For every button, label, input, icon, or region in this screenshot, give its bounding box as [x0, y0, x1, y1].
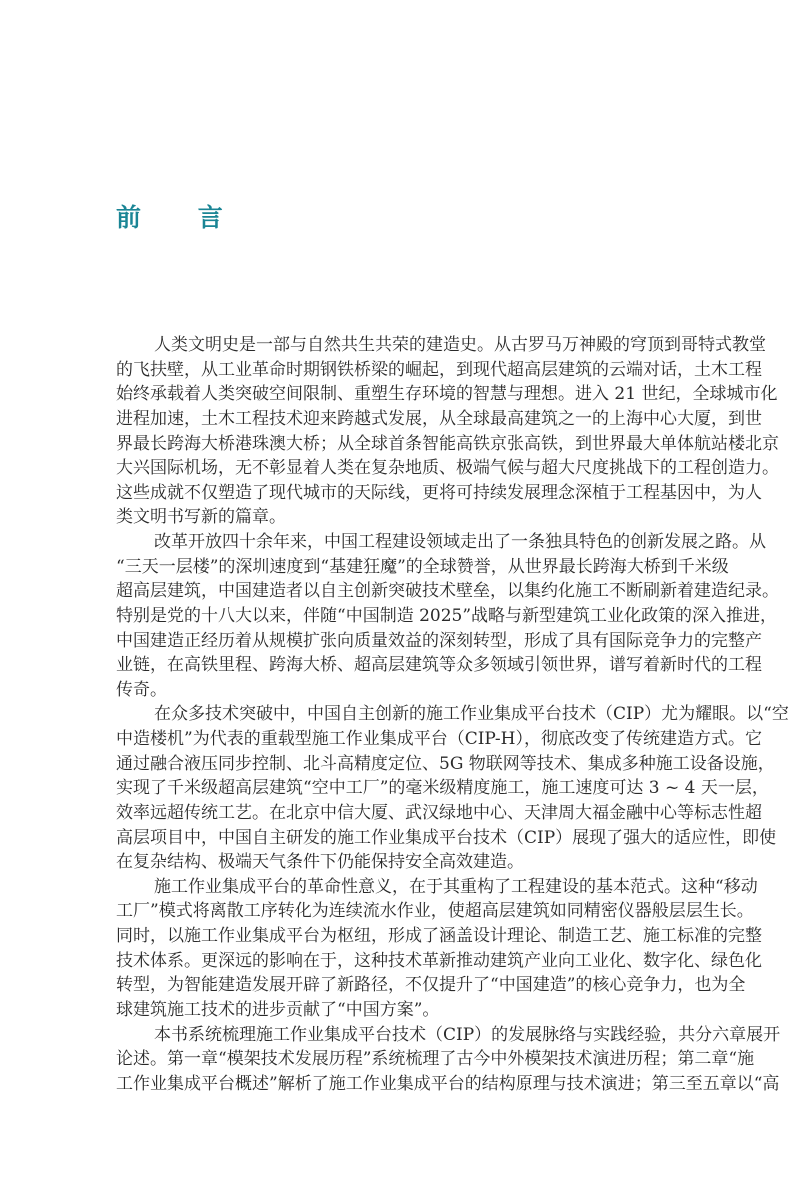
text-line: 传奇。 [116, 679, 167, 700]
text-line: 通过融合液压同步控制、北斗高精度定位、5G 物联网等技术、集成多种施工设备设施， [116, 753, 775, 774]
text-line: 转型，为智能建造发展开辟了新路径，不仅提升了“中国建造”的核心竞争力，也为全 [116, 975, 746, 996]
text-line: 同时，以施工作业集成平台为枢纽，形成了涵盖设计理论、制造工艺、施工标准的完整 [116, 926, 762, 946]
preface-body [116, 333, 789, 1096]
text-line: 业链，在高铁里程、跨海大桥、超高层建筑等众多领域引领世界，谱写着新时代的工程 [116, 655, 762, 676]
text-line: 类文明书写新的篇章。 [116, 507, 286, 528]
text-line: 工厂”模式将离散工序转化为连续流水作业，使超高层建筑如同精密仪器般层层生长。 [116, 901, 754, 922]
text-line: 工作业集成平台概述”解析了施工作业集成平台的结构原理与技术演进；第三至五章以“高 [116, 1073, 780, 1094]
text-line: 中国建造正经历着从规模扩张向质量效益的深刻转型，形成了具有国际竞争力的完整产 [116, 630, 762, 651]
text-line: 效率远超传统工艺。在北京中信大厦、武汉绿地中心、天津周大福金融中心等标志性超 [116, 802, 762, 823]
paragraph [116, 333, 779, 530]
text-line: 的飞扶壁，从工业革命时期钢铁桥梁的崛起，到现代超高层建筑的云端对话，土木工程 [116, 359, 762, 380]
text-line: 在复杂结构、极端天气条件下仍能保持安全高效建造。 [116, 852, 524, 873]
paragraph [116, 1023, 781, 1097]
text-line: “三天一层楼”的深圳速度到“基建狂魔”的全球赞誉，从世界最长跨海大桥到千米级 [116, 556, 729, 577]
text-line: 特别是党的十八大以来，伴随“中国制造 2025”战略与新型建筑工业化政策的深入推进， [116, 605, 778, 626]
text-line: 本书系统梳理施工作业集成平台技术（CIP）的发展脉络与实践经验，共分六章展开 [154, 1024, 781, 1045]
text-line: 在众多技术突破中，中国自主创新的施工作业集成平台技术（CIP）尤为耀眼。以“空 [154, 704, 789, 725]
text-line: 球建筑施工技术的进步贡献了“中国方案”。 [116, 999, 440, 1020]
text-line: 中造楼机”为代表的重载型施工作业集成平台（CIP-H），彻底改变了传统建造方式。它 [116, 729, 762, 749]
page-title: 前 言 [116, 203, 247, 232]
text-line: 改革开放四十余年来，中国工程建设领域走出了一条独具特色的创新发展之路。从 [154, 532, 766, 552]
text-line: 超高层建筑，中国建造者以自主创新突破技术壁垒，以集约化施工不断刷新着建造纪录。 [116, 581, 779, 602]
text-line: 人类文明史是一部与自然共生共荣的建造史。从古罗马万神殿的穹顶到哥特式教堂 [154, 335, 766, 355]
text-line: 施工作业集成平台的革命性意义，在于其重构了工程建设的基本范式。这种“移动 [154, 876, 758, 897]
text-line: 这些成就不仅塑造了现代城市的天际线，更将可持续发展理念深植于工程基因中，为人 [116, 482, 762, 503]
text-line: 技术体系。更深远的影响在于，这种技术革新推动建筑产业向工业化、数字化、绿色化 [116, 950, 762, 971]
text-line: 大兴国际机场，无不彰显着人类在复杂地质、极端气候与超大尺度挑战下的工程创造力。 [116, 458, 779, 479]
text-line: 进程加速，土木工程技术迎来跨越式发展，从全球最高建筑之一的上海中心大厦，到世 [116, 408, 762, 429]
paragraph [116, 875, 762, 1023]
text-line: 高层项目中，中国自主研发的施工作业集成平台技术（CIP）展现了强大的适应性，即使 [116, 827, 777, 848]
text-line: 界最长跨海大桥港珠澳大桥；从全球首条智能高铁京张高铁，到世界最大单体航站楼北京 [116, 433, 779, 454]
text-line: 实现了千米级超高层建筑“空中工厂”的毫米级精度施工，施工速度可达 3 ~ 4 天一层， [116, 778, 769, 799]
paragraph [116, 702, 789, 874]
text-line: 始终承载着人类突破空间限制、重塑生存环境的智慧与理想。进入 21 世纪，全球城市化 [116, 384, 778, 405]
paragraph [116, 530, 779, 702]
text-line: 论述。第一章“模架技术发展历程”系统梳理了古今中外模架技术演进历程；第二章“施 [116, 1049, 755, 1070]
